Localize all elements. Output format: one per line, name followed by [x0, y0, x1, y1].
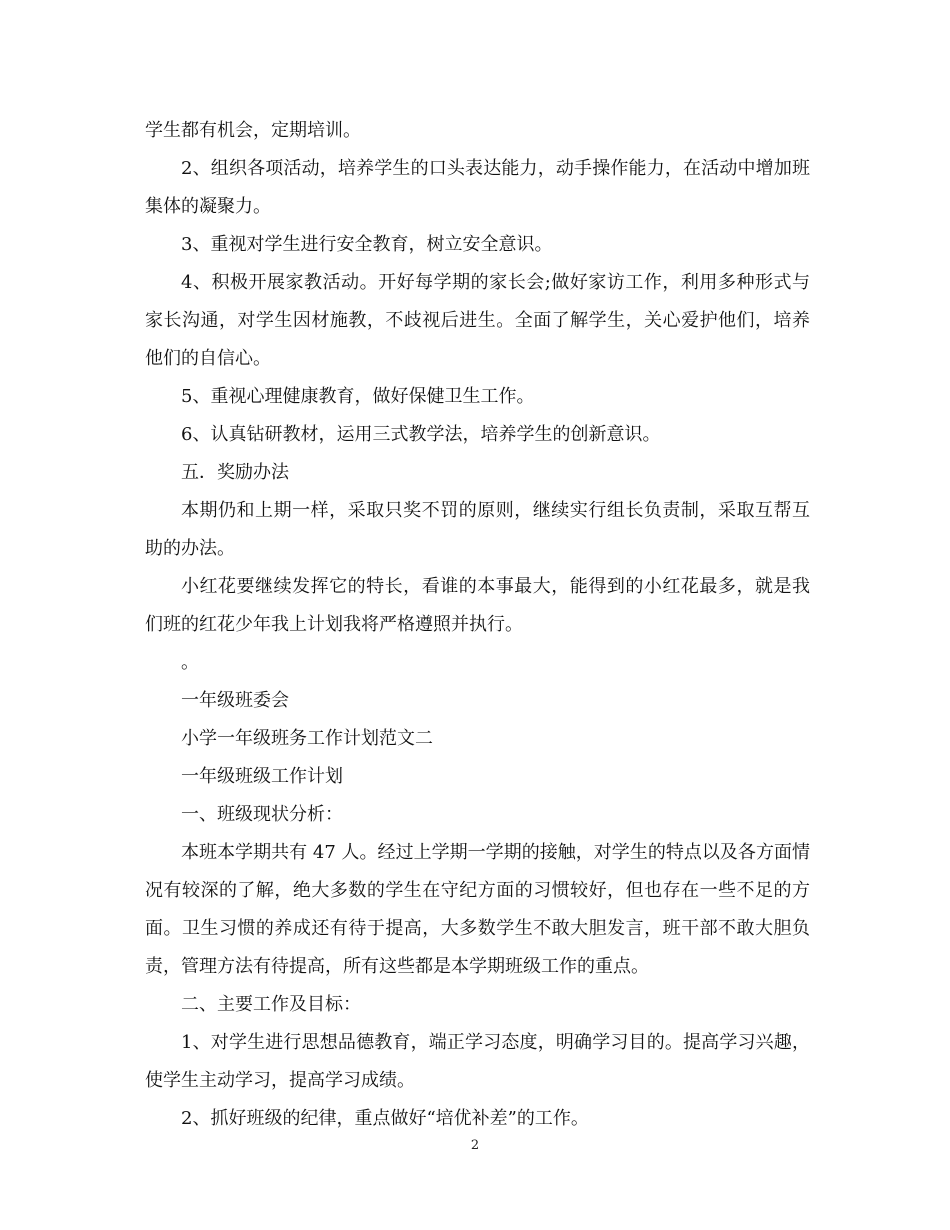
paragraph: 1、对学生进行思想品德教育，端正学习态度，明确学习目的。提高学习兴趣，使学生主动学习，提高学习成绩。 [145, 1032, 810, 1091]
paragraph: 2、抓好班级的纪律，重点做好“培优补差”的工作。 [181, 1108, 589, 1129]
section-heading: 一年级班级工作计划 [181, 766, 343, 787]
document-subtitle: 小学一年级班务工作计划范文二 [181, 728, 433, 749]
paragraph: 学生都有机会，定期培训。 [145, 120, 361, 141]
document-body [145, 112, 810, 1138]
signature-line: 一年级班委会 [181, 690, 289, 711]
paragraph: 2、组织各项活动，培养学生的口头表达能力，动手操作能力，在活动中增加班集体的凝聚力。 [145, 158, 810, 217]
paragraph: 本班本学期共有 47 人。经过上学期一学期的接触，对学生的特点以及各方面情况有较深的了解，绝大多数的学生在守纪方面的习惯较好，但也存在一些不足的方面。卫生习惯的养成还有待于提高，大多数学生不敢大胆发言，班干部不敢大胆负责，管理方法有待提高，所有这些都是本学期班级工作的重点。 [145, 842, 810, 977]
section-heading: 一、班级现状分析： [181, 804, 343, 825]
paragraph: 4、积极开展家教活动。开好每学期的家长会;做好家访工作，利用多种形式与家长沟通，对学生因材施教，不歧视后进生。全面了解学生，关心爱护他们，培养他们的自信心。 [145, 272, 810, 369]
section-heading: 五．奖励办法 [181, 462, 289, 483]
paragraph: 。 [181, 652, 199, 673]
paragraph: 本期仍和上期一样，采取只奖不罚的原则，继续实行组长负责制，采取互帮互助的办法。 [145, 500, 810, 559]
paragraph: 5、重视心理健康教育，做好保健卫生工作。 [181, 386, 535, 407]
paragraph: 3、重视对学生进行安全教育，树立安全意识。 [181, 234, 553, 255]
paragraph: 小红花要继续发挥它的特长，看谁的本事最大，能得到的小红花最多，就是我们班的红花少年我上计划我将严格遵照并执行。 [145, 576, 810, 635]
page-number: 2 [470, 1138, 480, 1153]
section-heading: 二、主要工作及目标： [181, 994, 361, 1015]
paragraph: 6、认真钻研教材，运用三式教学法，培养学生的创新意识。 [181, 424, 661, 445]
